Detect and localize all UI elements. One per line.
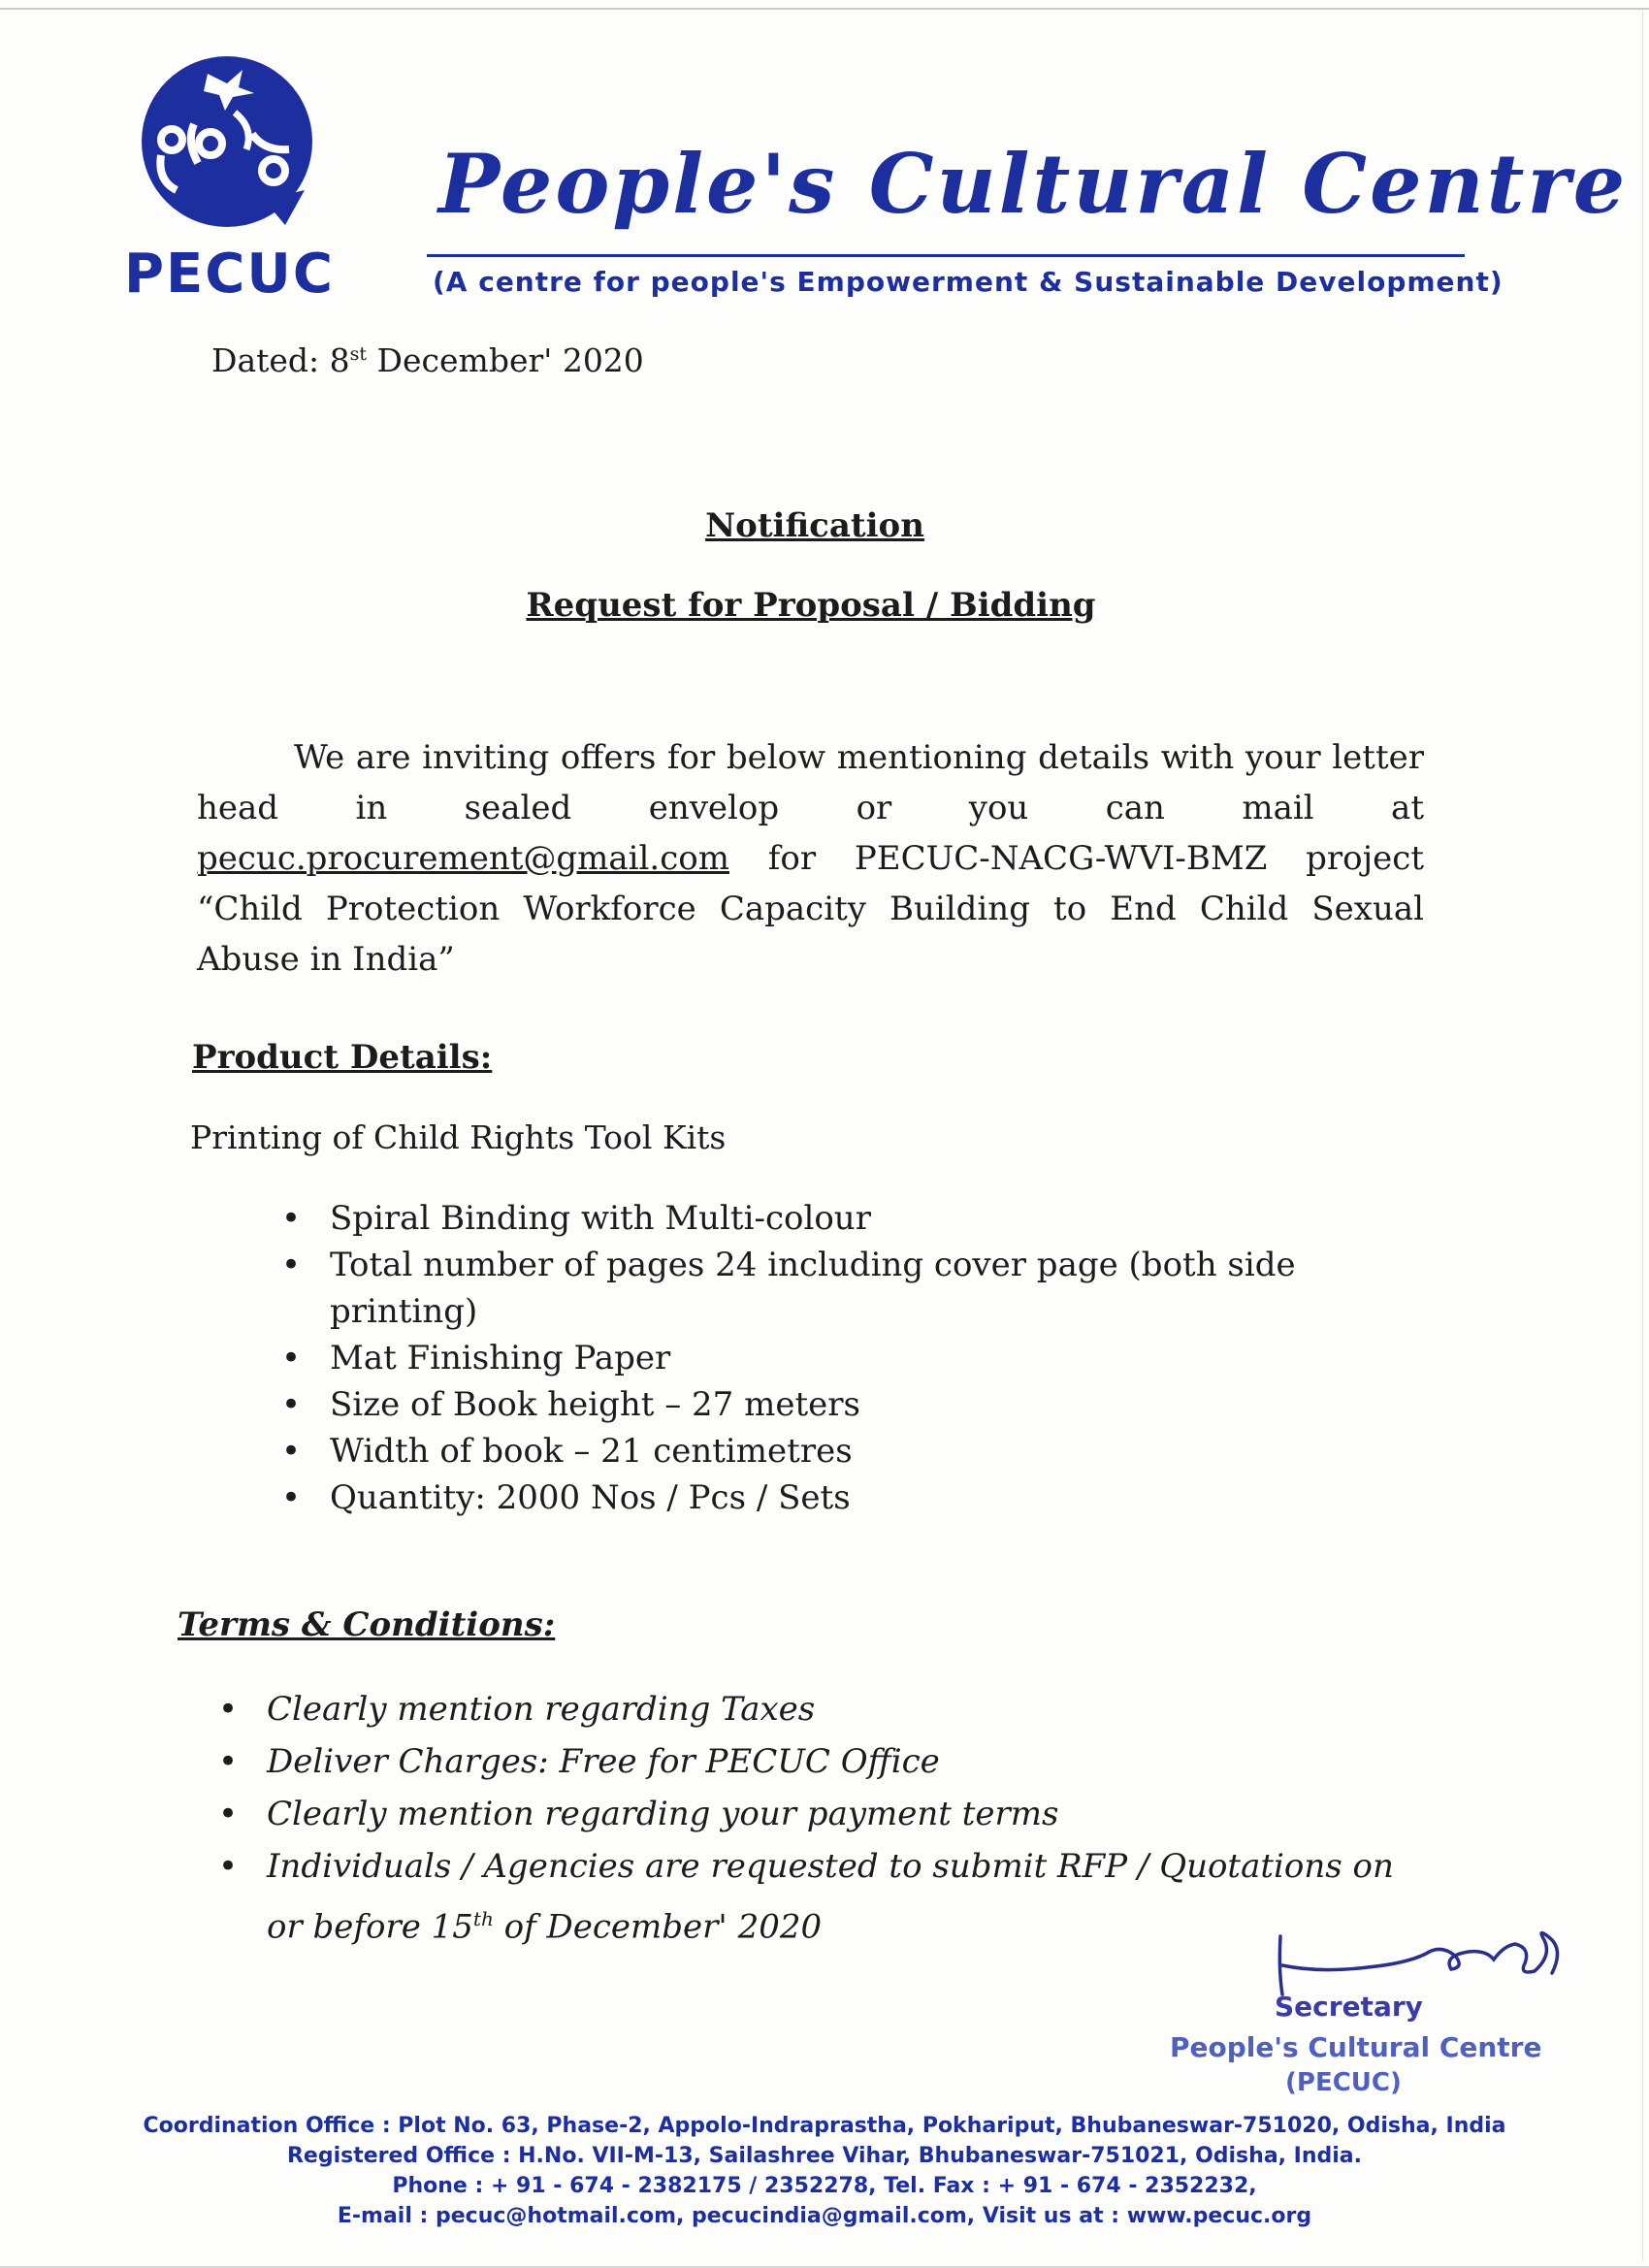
product-details-title: Product Details: (192, 1038, 493, 1077)
registered-office-address: Registered Office : H.No. VII-M-13, Sailashree Vihar, Bhubaneswar-751021, Odisha, India. (286, 2144, 1363, 2168)
terms-conditions-title: Terms & Conditions: (178, 1605, 556, 1644)
list-item (281, 1381, 1348, 1428)
header-divider (427, 254, 1465, 257)
logo-text: PECUC (124, 243, 335, 306)
product-details-list (281, 1195, 1348, 1521)
list-item-text: Total number of pages 24 including cover page (both side printing) (330, 1246, 1296, 1331)
list-item (281, 1474, 1348, 1521)
contact-phone: Phone : + 91 - 674 - 2382175 / 2352278, Tel. Fax : + 91 - 674 - 2352232, (392, 2174, 1257, 2198)
intro-paragraph (197, 732, 1424, 985)
bullet-icon: • (281, 1339, 302, 1377)
list-item-text: Quantity: 2000 Nos / Pcs / Sets (330, 1478, 851, 1517)
date-rest: December' 2020 (367, 341, 644, 379)
ordinal-sup: th (472, 1907, 494, 1930)
signatory-title: Secretary (1275, 1991, 1423, 2023)
procurement-email-link[interactable]: pecuc.procurement@gmail.com (197, 839, 729, 878)
list-item (218, 1840, 1431, 1953)
bullet-icon: • (218, 1795, 239, 1833)
bullet-icon: • (281, 1385, 302, 1424)
list-item-text: Individuals / Agencies are requested to submit RFP / Quotations on or before 15 (267, 1847, 1394, 1947)
scan-edge-top (0, 8, 1649, 10)
list-item (281, 1335, 1348, 1381)
contact-email-website: E-mail : pecuc@hotmail.com, pecucindia@gmail.com, Visit us at : www.pecuc.org (337, 2204, 1312, 2228)
date-suffix-sup: st (349, 343, 368, 365)
organization-tagline: (A centre for people's Empowerment & Sustainable Development) (433, 266, 1504, 298)
letterhead-footer (0, 2111, 1649, 2231)
list-item-text: Size of Book height – 27 meters (330, 1385, 860, 1424)
bullet-icon: • (281, 1478, 302, 1517)
intro-text-start: We are inviting offers for below mentioning details with your letter head in sealed envelop or you can mail at (197, 738, 1424, 827)
list-item-text: Mat Finishing Paper (330, 1339, 671, 1377)
organization-name: People's Cultural Centre (438, 136, 1629, 232)
bullet-icon: • (281, 1246, 302, 1284)
letter-date (211, 341, 644, 379)
list-item-text: Deliver Charges: Free for PECUC Office (267, 1742, 940, 1781)
coordination-office-address: Coordination Office : Plot No. 63, Phase-2, Appolo-Indraprastha, Pokhariput, Bhubaneswar-751020, Odisha, India (143, 2114, 1506, 2138)
list-item-text: Spiral Binding with Multi-colour (330, 1199, 871, 1238)
stamp-organization: People's Cultural Centre (1170, 2031, 1542, 2063)
list-item-text: Clearly mention regarding Taxes (267, 1690, 816, 1729)
bullet-icon: • (281, 1432, 302, 1471)
bullet-icon: • (218, 1742, 239, 1781)
notification-heading: Notification (705, 506, 924, 545)
stamp-abbreviation: (PECUC) (1285, 2068, 1402, 2097)
list-item (218, 1683, 1431, 1735)
list-item (218, 1788, 1431, 1840)
product-intro: Printing of Child Rights Tool Kits (190, 1118, 727, 1156)
terms-conditions-list (218, 1683, 1431, 1953)
bullet-icon: • (281, 1199, 302, 1238)
list-item-text: Clearly mention regarding your payment terms (267, 1795, 1059, 1833)
bullet-icon: • (218, 1690, 239, 1729)
pecuc-logo-icon (118, 54, 341, 229)
list-item (281, 1195, 1348, 1242)
scan-edge-right (1642, 10, 1643, 2260)
list-item-text-end: of December' 2020 (493, 1907, 823, 1947)
bullet-icon: • (218, 1847, 239, 1886)
date-prefix: Dated: 8 (211, 341, 350, 379)
rfp-subheading: Request for Proposal / Bidding (526, 586, 1096, 625)
list-item (281, 1242, 1348, 1335)
list-item (218, 1735, 1431, 1788)
list-item (281, 1428, 1348, 1474)
intro-text-end: for PECUC-NACG-WVI-BMZ project “Child Protection Workforce Capacity Building to End Child Sexual Abuse in India” (197, 839, 1424, 979)
list-item-text: Width of book – 21 centimetres (330, 1432, 853, 1471)
